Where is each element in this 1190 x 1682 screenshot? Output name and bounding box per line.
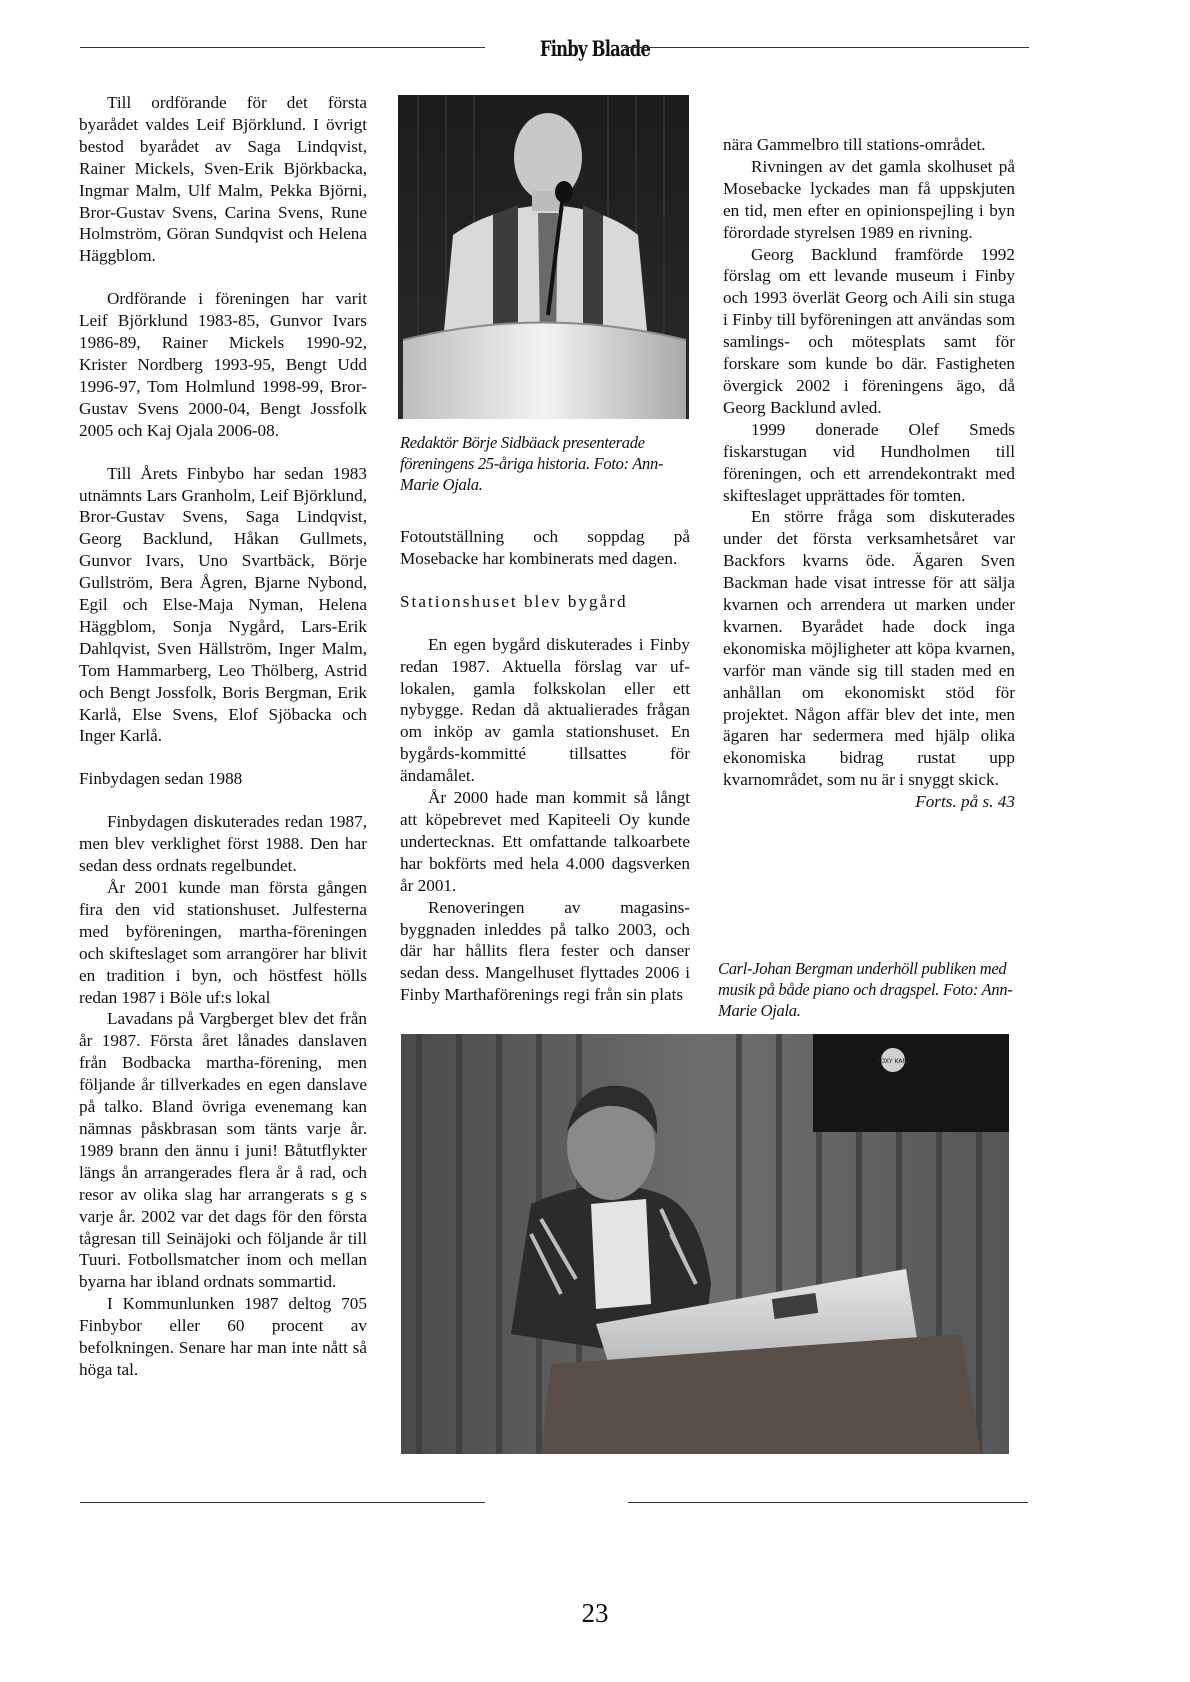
photo-musician-caption: Carl-Johan Bergman underhöll publiken med musik på både piano och dragspel. Foto: Ann-Marie Ojala. [718,959,1013,1020]
column-2 [400,526,690,1006]
paragraph: Finbydagen diskuterades redan 1987, men blev verklighet först 1988. Den har sedan dess ordnats regelbundet. [79,812,367,876]
paragraph: En egen bygård diskuterades i Finby redan 1987. Aktuella förslag var uf-lokalen, gamla folkskolan eller ett nybygge. Redan då aktualierades frågan om inköp av gamla stationshuset. En bygårds-kommitté tillsattes för ändamålet. [400,634,690,786]
header-rule-left [80,47,485,48]
paragraph: År 2000 hade man kommit så långt att köpebrevet med Kapiteeli Oy kunde undertecknas. Ett omfattande talkoarbete har bokförts med hela 4.000 dagsverken år 2001. [400,788,690,895]
section-heading: Finbydagen sedan 1988 [79,769,243,789]
page-number: 23 [581,1598,609,1628]
paragraph: Lavadans på Vargberget blev det från år 1987. Första året lånades danslaven från Bodbacka martha-förening, men följande år tillverkades en egen danslave på talko. Bland övriga evenemang kan nämnas påskbrasan som tänts varje år. 1989 brann den ännu i juni! Båtutflykter längs ån arrangerades flera år å rad, och resor av olika slag har arrangerats s g s varje år. 2002 var det dags för den första tågresan till Seinäjoki och följande år till Tuuri. Fotbollsmatcher inom och mellan byarna har ibland ordnats sommartid. [79,1009,367,1292]
masthead: Finby Blaade [539,36,651,61]
paragraph: nära Gammelbro till stations-området. [723,135,986,154]
footer-rule-left [80,1502,485,1503]
paragraph: Till ordförande för det första byarådet valdes Leif Björklund. I övrigt bestod byarådet av Saga Lindqvist, Rainer Mickels, Sven-Erik Björkbacka, Ingmar Malm, Ulf Malm, Pekka Björni, Bror-Gustav Svens, Carina Svens, Rune Holmström, Göran Sundqvist och Helena Häggblom. [79,93,367,266]
paragraph: Renoveringen av magasins-byggnaden inleddes på talko 2003, och där har hållits flera fester och danser sedan dess. Mangelhuset flyttades 2006 i Finby Marthaförenings regi från sin plats [400,897,690,1005]
footer-rule-right [628,1502,1028,1503]
column-3 [723,134,1015,813]
photo-speaker [398,95,689,419]
header-rule-right [624,47,1029,48]
paragraph: Till Årets Finbybo har sedan 1983 utnämnts Lars Granholm, Leif Björklund, Bror-Gustav Svens, Saga Lindqvist, Georg Backlund, Håkan Gullmets, Gunvor Ivars, Uno Svartbäck, Börje Gullström, Bera Ågren, Bjarne Nybond, Egil och Else-Maja Nyman, Helena Häggblom, Sonja Nygård, Lars-Erik Dahlqvist, Sven Hällström, Inger Malm, Tom Hammarberg, Leo Thölberg, Astrid och Bengt Jossfolk, Boris Bergman, Erik Karlå, Else Svens, Elof Sjöbacka och Inger Karlå. [79,463,367,746]
speaker-sign: ROXY KAFE [876,1058,910,1065]
paragraph: År 2001 kunde man första gången fira den vid stationshuset. Julfesterna med byföreningen, martha-föreningen och skifteslaget som arrangörer har blivit en tradition i byn, och höstfest hölls redan 1987 i Böle uf:s lokal [79,878,367,1007]
paragraph: Fotoutställning och soppdag på Mosebacke har kombinerats med dagen. [400,527,690,568]
photo-speaker-caption: Redaktör Börje Sidbäack presenterade föreningens 25-åriga historia. Foto: Ann-Marie Ojala. [400,433,664,494]
paragraph: I Kommunlunken 1987 deltog 705 Finbybor eller 60 procent av befolkningen. Senare har man inte nått så höga tal. [79,1294,367,1379]
column-1 [79,92,367,1381]
section-heading: Stationshuset blev bygård [400,591,628,611]
paragraph: Georg Backlund framförde 1992 förslag om ett levande museum i Finby och 1993 överlät Georg och Aili sin stuga i Finby till byföreningen att användas som samlings- och mötesplats samt för forskare som kunde bo där. Fastigheten övergick 2002 i föreningens ägo, då Georg Backlund avled. [723,244,1015,417]
paragraph: Rivningen av det gamla skolhuset på Mosebacke lyckades man få uppskjuten en tid, men efter en opinionspejling i byn förordade styrelsen 1989 en rivning. [723,156,1015,242]
paragraph: Ordförande i föreningen har varit Leif Björklund 1983-85, Gunvor Ivars 1986-89, Rainer Mickels 1990-92, Krister Nordberg 1993-95, Bengt Udd 1996-97, Tom Holmlund 1998-99, Bror-Gustav Svens 2000-04, Bengt Jossfolk 2005 och Kaj Ojala 2006-08. [79,289,367,440]
continued-note: Forts. på s. 43 [915,792,1015,812]
speaker-photo-image [398,95,689,419]
musician-photo-image [401,1034,1009,1454]
paragraph: 1999 donerade Olef Smeds fiskarstugan vid Hundholmen till föreningen, och ett arrendekontrakt med skifteslaget upprättades för tomten. [723,419,1015,505]
paragraph: En större fråga som diskuterades under det första verksamhetsåret var Backfors kvarns öde. Ägaren Sven Backman hade visat intresse för att sälja kvarnen och arrendera ut marken under kvarnen. Byarådet hade dock inga ekonomiska möjligheter att köpa kvarnen, varför man vände sig till staden med en anhållan om ekonomiskt stöd för projektet. Någon affär blev det inte, men ägaren har sedermera med hjälp olika ekonomiska bidrag rustat upp kvarnområdet, som nu är i snyggt skick. [723,507,1015,790]
photo-musician [401,1034,1009,1454]
